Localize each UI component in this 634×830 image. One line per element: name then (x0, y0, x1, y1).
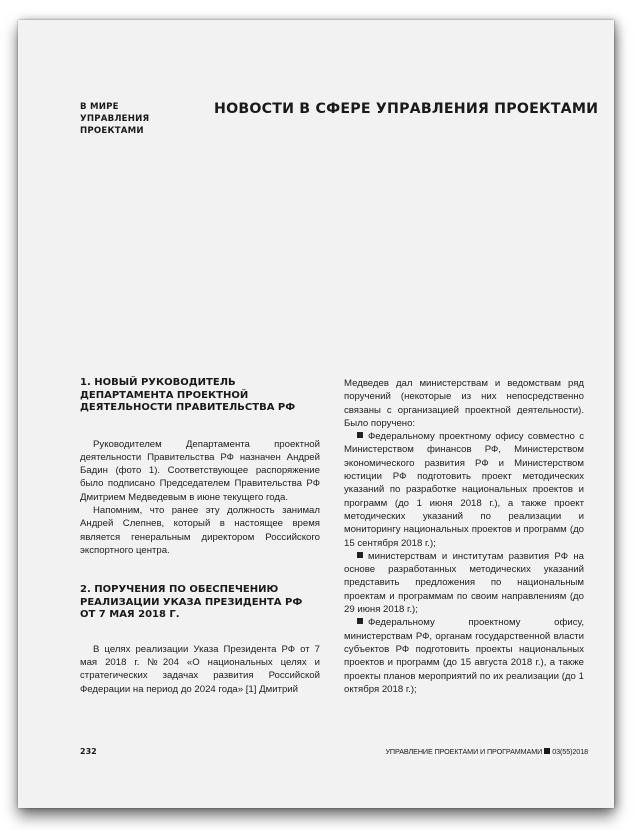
page-number: 232 (80, 747, 97, 756)
bullet-text: Федеральному проектному офису, министерствам РФ, органам государственной власти субъектов РФ подготовить проекты национальных проектов и программ (до 15 августа 2018 г.), а также проекты планов мероприятий по их реализации (до 1 октября 2018 г.); (344, 617, 584, 695)
bullet-text: министерствам и институтам развития РФ на основе разработанных методических указаний представить предложения по национальным проектам и программам по своим направлениям (до 29 июня 2018 г.); (344, 550, 584, 616)
bullet-square-icon (357, 618, 363, 624)
bullet-item (344, 616, 584, 696)
article-1-paragraph-2: Напомним, что ранее эту должность занимал Андрей Слепнев, который в настоящее время является генеральным директором Российского экспортного центра. (80, 504, 320, 556)
page-title: НОВОСТИ В СФЕРЕ УПРАВЛЕНИЯ ПРОЕКТАМИ (214, 101, 599, 117)
journal-footer (352, 747, 588, 756)
separator-square-icon (544, 748, 550, 754)
journal-issue: 03(55)2018 (552, 747, 588, 756)
bullet-square-icon (357, 432, 363, 438)
bullet-square-icon (357, 552, 363, 558)
bullet-item (344, 550, 584, 616)
article-1-heading: 1. НОВЫЙ РУКОВОДИТЕЛЬ ДЕПАРТАМЕНТА ПРОЕКТНОЙ ДЕЯТЕЛЬНОСТИ ПРАВИТЕЛЬСТВА РФ (80, 377, 296, 413)
journal-name: УПРАВЛЕНИЕ ПРОЕКТАМИ И ПРОГРАММАМИ (385, 747, 543, 756)
right-column (344, 377, 584, 696)
bullet-text: Федеральному проектному офису совместно с Министерством финансов РФ, Министерством экономического развития РФ и Министерством юстиции РФ подготовить проект методических указаний по разработке национальных проектов и программ (до 1 июня 2018 г.), а также проект методических указаний по реализации и мониторингу национальных проектов и программ (до 15 сентября 2018 г.); (344, 431, 584, 549)
section-label: В МИРЕ УПРАВЛЕНИЯ ПРОЕКТАМИ (80, 102, 150, 136)
left-column (80, 377, 320, 696)
article-2-heading: 2. ПОРУЧЕНИЯ ПО ОБЕСПЕЧЕНИЮ РЕАЛИЗАЦИИ УКАЗА ПРЕЗИДЕНТА РФ ОТ 7 МАЯ 2018 Г. (80, 584, 303, 621)
article-1-paragraph-1: Руководителем Департамента проектной деятельности Правительства РФ назначен Андрей Бадин (фото 1). Соответствующее распоряжение было подписано Председателем Правительства РФ Дмитрием Медведевым в июне текущего года. (80, 438, 320, 503)
article-2-paragraph-1-continued: Медведев дал министерствам и ведомствам ряд поручений (некоторые из них непосредственно связаны с организацией проектной деятельности). Было поручено: (344, 378, 584, 429)
article-2-paragraph-1: В целях реализации Указа Президента РФ от 7 мая 2018 г. №204 «О национальных целях и стратегических задачах развития Российской Федерации на период до 2024 года» [1] Дмитрий (80, 643, 320, 695)
bullet-item (344, 430, 584, 550)
